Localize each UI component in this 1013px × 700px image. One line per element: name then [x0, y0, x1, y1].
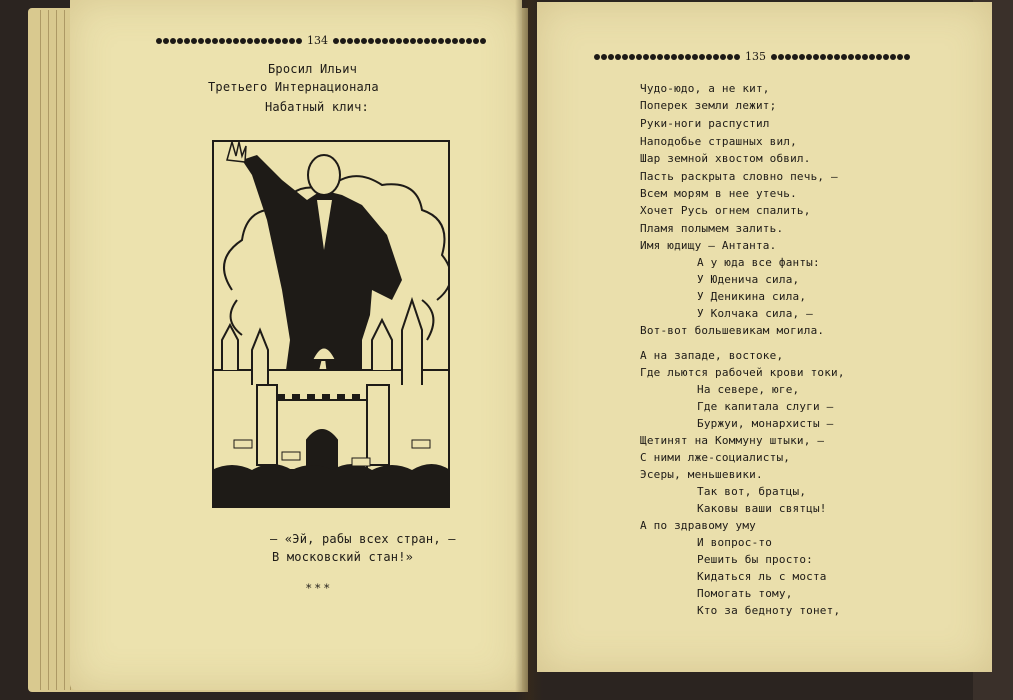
verse-line: Где льются рабочей крови токи,	[640, 366, 845, 379]
verse-line: — «Эй, рабы всех стран, —	[270, 532, 456, 546]
verse-line: На севере, юге,	[697, 383, 800, 396]
verse-line: Поперек земли лежит;	[640, 99, 777, 112]
verse-line: Вот-вот большевикам могила.	[640, 324, 825, 337]
dot-ornament-left	[594, 54, 740, 60]
verse-line: А по здравому уму	[640, 519, 756, 532]
verse-line: А на западе, востоке,	[640, 349, 784, 362]
verse-line: Наподобье страшных вил,	[640, 135, 797, 148]
right-page-header	[594, 50, 910, 63]
verse-line: Третьего Интернационала	[208, 80, 379, 94]
verse-line: Руки-ноги распустил	[640, 117, 770, 130]
verse-line: Пламя полымем залить.	[640, 222, 784, 235]
verse-line: Всем морям в нее утечь.	[640, 187, 797, 200]
verse-line: В московский стан!»	[272, 550, 414, 564]
verse-line: Решить бы просто:	[697, 553, 813, 566]
dot-ornament-left	[156, 38, 302, 44]
page-number: 134	[307, 34, 328, 47]
verse-line: Эсеры, меньшевики.	[640, 468, 763, 481]
verse-line: У Юденича сила,	[697, 273, 800, 286]
page-number: 135	[745, 50, 766, 63]
verse-line: Хочет Русь огнем спалить,	[640, 204, 811, 217]
verse-line: Имя юдищу — Антанта.	[640, 239, 777, 252]
verse-line: И вопрос-то	[697, 536, 773, 549]
verse-line: У Колчака сила, —	[697, 307, 813, 320]
verse-line: Пасть раскрыта словно печь, —	[640, 170, 838, 183]
dot-ornament-right	[333, 38, 486, 44]
verse-line: У Деникина сила,	[697, 290, 807, 303]
verse-line: Так вот, братцы,	[697, 485, 807, 498]
verse-line: Бросил Ильич	[268, 62, 358, 76]
verse-line: Шар земной хвостом обвил.	[640, 152, 811, 165]
verse-line: Кидаться ль с моста	[697, 570, 827, 583]
verse-line: Набатный клич:	[265, 100, 369, 114]
verse-line: Щетинят на Коммуну штыки, —	[640, 434, 825, 447]
left-page-header	[156, 34, 486, 47]
verse-line: С ними лже-социалисты,	[640, 451, 791, 464]
verse-line: Чудо-юдо, а не кит,	[640, 82, 770, 95]
verse-line: Каковы ваши святцы!	[697, 502, 827, 515]
verse-line: Кто за бедноту тонет,	[697, 604, 841, 617]
lenin-illustration	[212, 140, 450, 508]
ornament-stars: * * *	[306, 582, 330, 595]
verse-line: Буржуи, монархисты —	[697, 417, 834, 430]
dot-ornament-right	[771, 54, 910, 60]
verse-line: Где капитала слуги —	[697, 400, 834, 413]
verse-line: А у юда все фанты:	[697, 256, 820, 269]
verse-line: Помогать тому,	[697, 587, 793, 600]
